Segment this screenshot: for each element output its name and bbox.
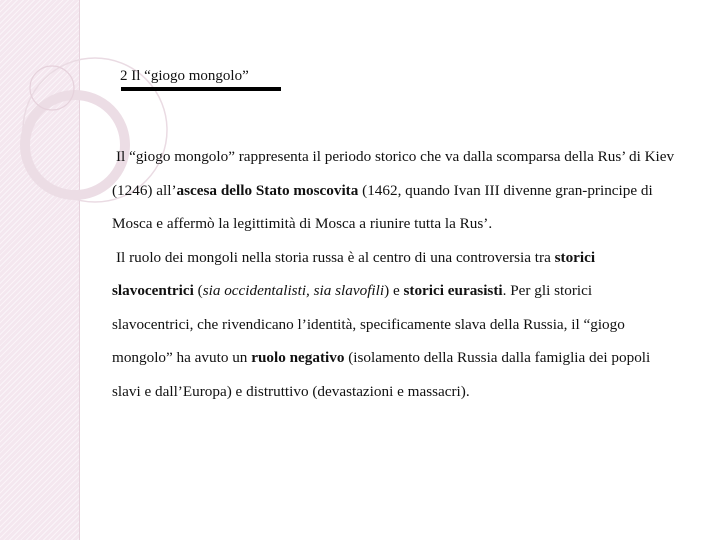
paragraph-2-run-5: ) e <box>384 282 404 299</box>
slide-body <box>112 140 677 408</box>
paragraph-2-run-3: ( <box>193 282 203 299</box>
paragraph-2-run-9: (isolamento della Russia dalla famiglia dei popoli slavi e dall’Europa) e distruttivo (devastazioni e massacri). <box>112 349 651 400</box>
title-underline <box>121 87 281 91</box>
italic-occidentalisti-slavofili: sia occidentalisti, sia slavofili <box>202 282 385 299</box>
highlight-storici-slavocentrici: storici slavocentrici <box>112 248 596 299</box>
slide-title: 2 Il “giogo mongolo” <box>120 68 249 84</box>
paragraph-1-run-3: (1462, quando Ivan III divenne gran-principe di Mosca e affermò la legittimità di Mosca a riunire tutta la Rus’. <box>112 181 653 232</box>
decorative-side-panel <box>0 0 79 540</box>
paragraph-1 <box>112 140 677 241</box>
highlight-storici-eurasisti: storici eurasisti <box>403 282 503 299</box>
panel-divider <box>79 0 80 540</box>
highlight-ruolo-negativo: ruolo negativo <box>251 349 345 366</box>
paragraph-2-run-7: . Per gli storici slavocentrici, che rivendicano l’identità, specificamente slava della Russia, il “giogo mongolo” ha avuto un <box>112 282 625 366</box>
paragraph-1-run-1: Il “giogo mongolo” rappresenta il periodo storico che va dalla scomparsa della Rus’ di Kiev (1246) all’ <box>112 148 675 199</box>
paragraph-2-run-1: Il ruolo dei mongoli nella storia russa è al centro di una controversia tra <box>116 248 555 266</box>
highlight-ascesa-stato-moscovita: ascesa dello Stato moscovita <box>176 181 359 199</box>
paragraph-2 <box>112 241 677 409</box>
